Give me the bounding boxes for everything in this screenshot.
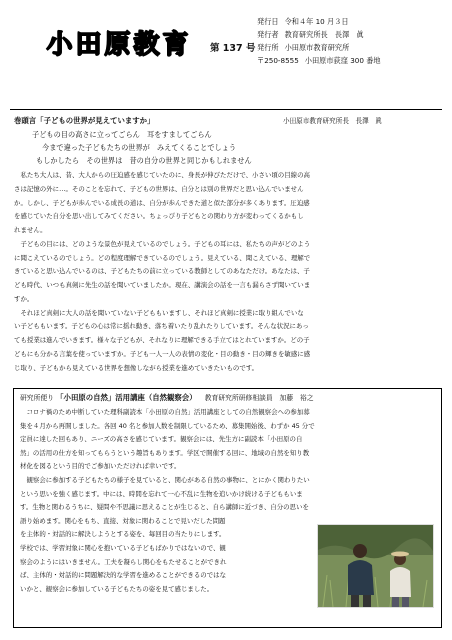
info-address: 〒250-8555 小田原市荻窪 300 番地	[257, 56, 381, 65]
info-publisher: 発行者 教育研究所長 長澤 眞	[257, 30, 364, 39]
nature-observation-photo	[317, 524, 434, 608]
paragraph: 子どもの目には、どのような景色が見えているのでしょう。子どもの耳には、私たちの声がどのよう に聞こえているのでしょう。どの程度理解できているのでしょう。見えている、聞こえている、理解で きていると思い込んでいるのは、子どもたちの前に立っている教師としてのあなただけ。あなたは、子 ども時代、いつも真剣に先生の話を聞いていましたか。現在、講演会の話を一言も漏らさず聞いていま すか。	[14, 239, 311, 303]
publication-info	[257, 15, 381, 67]
article1-poem	[32, 128, 252, 168]
issue-number: 第 137 号	[210, 43, 256, 54]
text-line: コロナ禍のため中断していた理科副読本「小田原の自然」活用講座としての自然観察会への参加募	[20, 408, 310, 416]
info-office: 発行所 小田原市教育研究所	[257, 43, 350, 52]
text-line: 集を４月から再開しました。各回 40 名と参加人数を制限しているため、募集開始後、わずか 45 分で	[20, 421, 315, 430]
poem-line: 今まで違った子どもたちの世界が みえてくることでしょう	[42, 143, 237, 153]
paragraph: それほど真剣に大人の話を聞いていない子どももいますし、それほど真剣に授業に取り組んでいな い子どももいます。子どもの心は常に揺れ動き、落ち着いたり乱れたりしています。そんな状況にあっ ても授業は進んでいきます。様々な子どもが、それなりに理解できる手立てはとれていますか。どの子 どもにも分かる言葉を使っていますか。子ども一人一人の表情の変化・目の動き・目の輝きを敏感に感 じ取り、子どもから見えている世界を想像しながら授業を進めていきたいものです。	[14, 308, 311, 372]
text-line: す。生物と関わるうちに、疑問や不思議に思えることが生じると、自ら講師に近づき、自分の思いを	[20, 503, 309, 512]
newsletter-title: 小田原教育	[46, 29, 192, 60]
text-line: 察会のようにはいきません。工夫を凝らし関心をもたせることができれ	[20, 557, 227, 566]
article1-body	[14, 169, 438, 375]
info-date: 発行日 令和４年 10 月３日	[257, 17, 349, 26]
text-line: を主体的・対話的に解決しようとする姿を、毎回目の当たりにします。	[20, 530, 226, 539]
text-line: 然」の活用の仕方を知ってもらうという趣旨もあります。学区で開催する回に、地域の自然を知り教	[20, 448, 310, 457]
text-line: いかと、観察会に参加している子どもたちの姿を見て感じました。	[20, 584, 214, 593]
paragraph: 私たち大人は、昔、大人からの圧迫感を感じていたのに、身長が伸びただけで、小さい頃の目線の高 さは記憶の外に…。そのことを忘れて、子どもの世界は、自分とは別の世界だと思い込んでいません か。しかし、子どもが歩んでいる成長の道は、自分が歩んできた道と似た部分が多くあります。圧迫感 を感じていた自分を思い出してみてください。ちょっぴり子どもとの関わり方が変わってくるかもし れません。	[14, 171, 310, 234]
text-line: 観察会に参加する子どもたちの様子を見ていると、関心がある自然の事物に、とにかく関わりたい	[20, 475, 310, 484]
text-line: 語り始めます。関心をもち、直接、対象に関わることで見いだした問題	[20, 516, 226, 525]
article1-author: 小田原市教育研究所長 長澤 眞	[283, 117, 382, 125]
poem-line: 子どもの目の高さに立ってごらん 耳をすましてごらん	[32, 130, 212, 139]
article1-title: 巻頭言「子どもの世界が見えていますか」	[14, 116, 155, 125]
text-line: 定員に達した回もあり、ニーズの高さを感じています。観察会には、先生方に副読本「小田原の自	[20, 435, 303, 444]
article2-title: 研究所便り 「小田原の自然」活用講座（自然観察会） 教育研究所研修相談員 加藤 裕之	[20, 393, 314, 402]
text-line: ば、主体的・対話的に問題解決的な学習を進めることができるのではな	[20, 571, 227, 580]
text-line: という思いを強く感じます。中には、時間を忘れて一心不乱に生物を追いかけ続ける子どももいま	[20, 489, 303, 498]
poem-line: もしかしたら その世界は 昔の自分の世界と同じかもしれません	[36, 156, 252, 166]
header-divider	[10, 109, 442, 110]
text-line: 材化を図るという目的でご参加いただければ幸いです。	[20, 462, 181, 471]
text-line: 学校では、学習対象に関心を抱いている子どもばかりではないので、観	[20, 543, 226, 552]
